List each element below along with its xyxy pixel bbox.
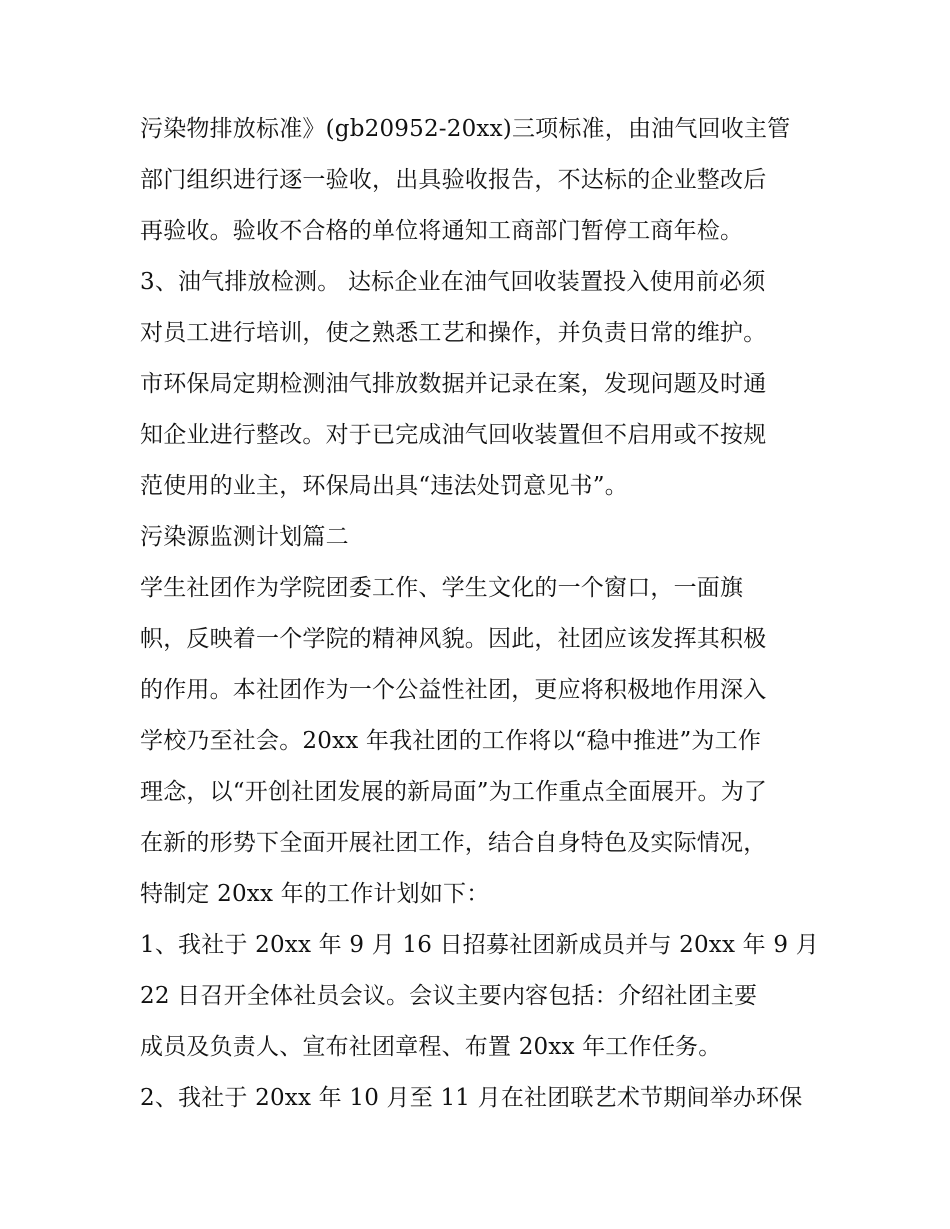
- text-line: 再验收。验收不合格的单位将通知工商部门暂停工商年检。: [140, 218, 744, 244]
- text-line: 成员及负责人、宣布社团章程、布置 20xx 年工作任务。: [140, 1034, 722, 1060]
- text-line: 学生社团作为学院团委工作、学生文化的一个窗口，一面旗: [140, 575, 744, 601]
- section-heading: 污染源监测计划篇二: [140, 524, 349, 550]
- text-line: 22 日召开全体社员会议。会议主要内容包括：介绍社团主要: [140, 983, 758, 1009]
- text-line: 学校乃至社会。20xx 年我社团的工作将以“稳中推进”为工作: [140, 728, 762, 754]
- text-line: 帜，反映着一个学院的精神风貌。因此，社团应该发挥其积极: [140, 626, 767, 652]
- text-line: 2、我社于 20xx 年 10 月至 11 月在社团联艺术节期间举办环保: [140, 1085, 803, 1111]
- text-line: 在新的形势下全面开展社团工作，结合自身特色及实际情况，: [140, 830, 767, 856]
- text-line: 知企业进行整改。对于已完成油气回收装置但不启用或不按规: [140, 422, 767, 448]
- document-body: [140, 104, 820, 1124]
- text-line: 对员工进行培训，使之熟悉工艺和操作，并负责日常的维护。: [140, 320, 767, 346]
- text-line: 部门组织进行逐一验收，出具验收报告，不达标的企业整改后: [140, 167, 767, 193]
- text-line: 3、油气排放检测。 达标企业在油气回收装置投入使用前必须: [140, 269, 766, 295]
- text-line: 市环保局定期检测油气排放数据并记录在案，发现问题及时通: [140, 371, 767, 397]
- text-line: 污染物排放标准》(gb20952-20xx)三项标准，由油气回收主管: [140, 116, 791, 142]
- text-line: 范使用的业主，环保局出具“违法处罚意见书”。: [140, 473, 628, 499]
- text-line: 理念，以“开创社团发展的新局面”为工作重点全面展开。为了: [140, 779, 768, 805]
- text-line: 特制定 20xx 年的工作计划如下：: [140, 881, 490, 907]
- text-line: 的作用。本社团作为一个公益性社团，更应将积极地作用深入: [140, 677, 767, 703]
- text-line: 1、我社于 20xx 年 9 月 16 日招募社团新成员并与 20xx 年 9 月: [140, 932, 819, 958]
